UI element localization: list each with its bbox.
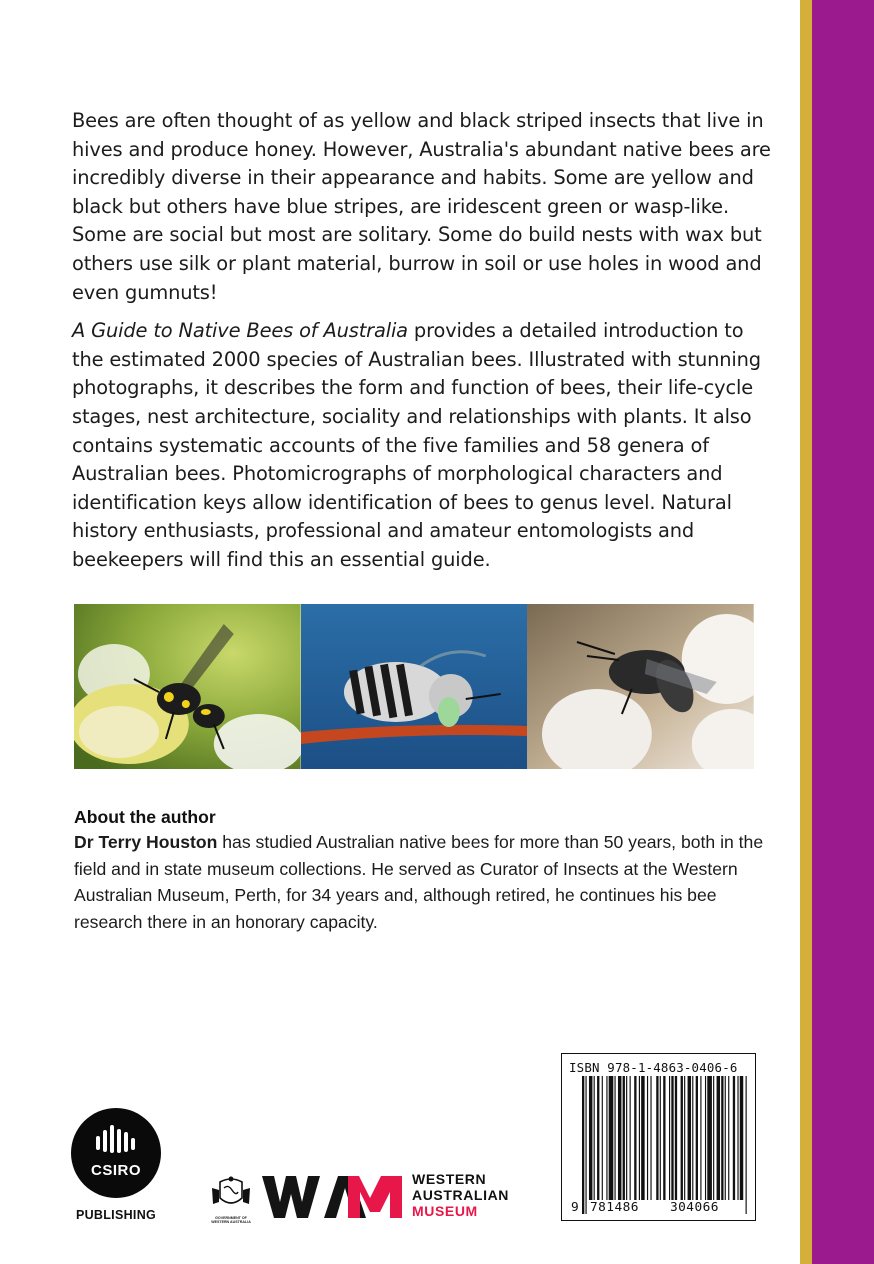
barcode-bar [618,1076,621,1200]
csiro-publishing-logo [70,1108,162,1222]
barcode-bar [728,1076,729,1200]
barcode-bar [634,1076,636,1200]
csiro-bars-icon [71,1108,161,1198]
back-cover-blurb [72,107,772,575]
barcode-bar [597,1076,599,1200]
csiro-disc [71,1108,161,1198]
csiro-logo-text: CSIRO [90,1162,141,1179]
govt-caption [208,1216,254,1224]
barcode-bar [688,1076,691,1200]
crest-icon [208,1174,254,1212]
barcode-bars [568,1076,750,1216]
book-title: A Guide to Native Bees of Australia [72,319,408,343]
barcode-bar [614,1076,615,1200]
csiro-publishing-caption: PUBLISHING [75,1208,157,1222]
barcode-bar [696,1076,698,1214]
barcode-bar [733,1076,735,1200]
government-wa-crest [208,1174,254,1224]
barcode-left-digits: 781486 [590,1200,639,1215]
barcode-bar [740,1076,743,1200]
author-name: Dr Terry Houston [74,832,218,852]
barcode-bar [725,1076,726,1200]
barcode-bar [705,1076,706,1200]
barcode-bar [585,1076,586,1214]
wam-line-2: AUSTRALIAN [412,1187,509,1203]
barcode-first-digit: 9 [571,1200,579,1215]
barcode-bar [656,1076,658,1200]
barcode-bar [609,1076,614,1200]
barcode-bar [737,1076,738,1200]
blurb-paragraph-2-text: provides a detailed introduction to the estimated 2000 species of Australian bees. Illustrated with stunning photographs, it describes the form and function of bees, their life-cycle stages, nest architecture, sociality and relationships with plants. It also contains systematic accounts of the five families and 58 genera of Australian bees. Photomicrographs of morphological characters and identification keys allow identification of bees to genus level. Natural history enthusiasts, professional and amateur entomologists and beekeepers will find this an essential guide. [72,319,761,571]
barcode-bar [700,1076,701,1214]
barcode-bar [707,1076,712,1200]
blurb-paragraph-1: Bees are often thought of as yellow and black striped insects that live in hives and produce honey. However, Australia's abundant native bees are incredibly diverse in their appearance and habits. Some are yellow and black but others have blue stripes, are iridescent green or wasp-like. Some are social but most are solitary. Some do build nests with wax but others use silk or plant material, burrow in soil or use holes in wood and even gumnuts! [72,109,771,304]
barcode-bar [650,1076,651,1200]
wam-line-1: WESTERN [412,1171,487,1187]
about-author-section [74,805,774,935]
barcode-bar [681,1076,683,1200]
wam-line-3: MUSEUM [412,1203,478,1219]
barcode-bar [606,1076,607,1200]
barcode-bar [675,1076,677,1200]
photo-wasp-like-bee [74,604,301,769]
barcode-bar [663,1076,665,1200]
blurb-paragraph-2 [72,317,772,574]
isbn-text: ISBN 978-1-4863-0406-6 [569,1060,738,1075]
barcode-bar [639,1076,640,1200]
barcode-bar [671,1076,673,1200]
wam-wordmark [412,1171,509,1219]
barcode-bar [692,1076,693,1200]
barcode-bar [669,1076,670,1200]
barcode-bar [630,1076,631,1200]
barcode-bar [582,1076,584,1214]
barcode-bar [594,1076,595,1200]
photo-dark-bee-on-flower [527,604,754,769]
barcode-bar [641,1076,644,1200]
barcode-bar [684,1076,685,1200]
photo-blue-banded-bee [301,604,528,769]
barcode-bar [660,1076,661,1200]
spine-purple-band [812,0,874,1264]
govt-caption-line-1: GOVERNMENT OF [215,1216,247,1220]
barcode-bar [647,1076,648,1200]
barcode-bar [589,1076,592,1200]
spine-gold-stripe [800,0,812,1264]
barcode-right-digits: 304066 [670,1200,719,1215]
bee-photo-strip [74,604,754,769]
barcode-bar [626,1076,627,1200]
wam-logo-mark [262,1174,402,1220]
author-bio-text: has studied Australian native bees for more than 50 years, both in the field and in state museum collections. He served as Curator of Insects at the Western Australian Museum, Perth, for 34 years and, although retired, he continues his bee research there in an honorary capacity. [74,832,764,932]
barcode-bar [602,1076,603,1200]
author-bio [74,829,774,935]
barcode-bar [717,1076,720,1200]
isbn-barcode-box [561,1053,756,1221]
barcode-bar [623,1076,625,1200]
barcode-bar [746,1076,747,1214]
barcode-bar [721,1076,723,1200]
author-heading: About the author [74,807,216,827]
barcode-bar [713,1076,714,1200]
govt-caption-line-2: WESTERN AUSTRALIA [211,1220,251,1224]
